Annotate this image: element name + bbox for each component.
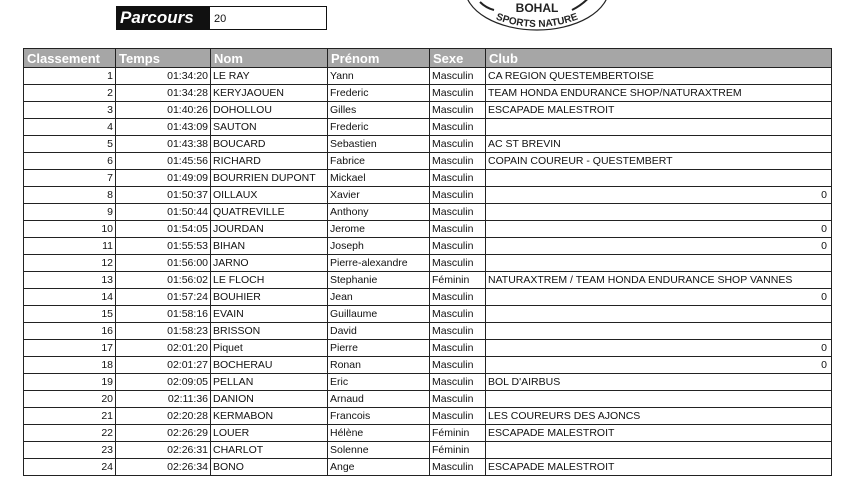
club-cell <box>486 306 832 323</box>
table-row[interactable] <box>24 119 832 136</box>
nom-cell: OILLAUX <box>211 187 328 204</box>
nom-cell: DOHOLLOU <box>211 102 328 119</box>
nom-cell: LE FLOCH <box>211 272 328 289</box>
club-cell: 0 <box>486 289 832 306</box>
table-row[interactable] <box>24 340 832 357</box>
prenom-cell: Gilles <box>328 102 430 119</box>
sexe-cell: Masculin <box>430 340 486 357</box>
time-cell: 01:57:24 <box>116 289 211 306</box>
sexe-cell: Masculin <box>430 221 486 238</box>
club-cell: CA REGION QUESTEMBERTOISE <box>486 68 832 85</box>
nom-cell: BOURRIEN DUPONT <box>211 170 328 187</box>
time-cell: 02:20:28 <box>116 408 211 425</box>
nom-cell: BRISSON <box>211 323 328 340</box>
club-cell: ESCAPADE MALESTROIT <box>486 459 832 476</box>
table-row[interactable] <box>24 357 832 374</box>
rank-cell: 17 <box>24 340 116 357</box>
club-cell <box>486 170 832 187</box>
prenom-cell: Yann <box>328 68 430 85</box>
sexe-cell: Féminin <box>430 272 486 289</box>
table-row[interactable] <box>24 102 832 119</box>
nom-cell: BIHAN <box>211 238 328 255</box>
club-cell <box>486 119 832 136</box>
table-row[interactable] <box>24 323 832 340</box>
rank-cell: 19 <box>24 374 116 391</box>
sexe-cell: Masculin <box>430 170 486 187</box>
table-row[interactable] <box>24 255 832 272</box>
header-classement[interactable]: Classement <box>24 49 116 68</box>
table-row[interactable] <box>24 289 832 306</box>
rank-cell: 9 <box>24 204 116 221</box>
sexe-cell: Masculin <box>430 323 486 340</box>
prenom-cell: Arnaud <box>328 391 430 408</box>
rank-cell: 10 <box>24 221 116 238</box>
sexe-cell: Masculin <box>430 68 486 85</box>
nom-cell: JOURDAN <box>211 221 328 238</box>
rank-cell: 4 <box>24 119 116 136</box>
prenom-cell: Xavier <box>328 187 430 204</box>
rank-cell: 11 <box>24 238 116 255</box>
nom-cell: LOUER <box>211 425 328 442</box>
sexe-cell: Masculin <box>430 408 486 425</box>
prenom-cell: Mickael <box>328 170 430 187</box>
club-cell: ESCAPADE MALESTROIT <box>486 425 832 442</box>
time-cell: 02:26:31 <box>116 442 211 459</box>
header-sexe[interactable]: Sexe <box>430 49 486 68</box>
header-club[interactable]: Club <box>486 49 832 68</box>
prenom-cell: Fabrice <box>328 153 430 170</box>
time-cell: 01:54:05 <box>116 221 211 238</box>
nom-cell: JARNO <box>211 255 328 272</box>
table-row[interactable] <box>24 391 832 408</box>
svg-text:SPORTS NATURE: SPORTS NATURE <box>494 11 580 31</box>
rank-cell: 15 <box>24 306 116 323</box>
sexe-cell: Masculin <box>430 85 486 102</box>
sexe-cell: Masculin <box>430 204 486 221</box>
prenom-cell: Joseph <box>328 238 430 255</box>
header-temps[interactable]: Temps <box>116 49 211 68</box>
sexe-cell: Masculin <box>430 187 486 204</box>
time-cell: 01:58:23 <box>116 323 211 340</box>
time-cell: 01:40:26 <box>116 102 211 119</box>
time-cell: 01:56:00 <box>116 255 211 272</box>
time-cell: 01:56:02 <box>116 272 211 289</box>
club-cell: 0 <box>486 187 832 204</box>
rank-cell: 21 <box>24 408 116 425</box>
nom-cell: KERYJAOUEN <box>211 85 328 102</box>
nom-cell: BOUCARD <box>211 136 328 153</box>
nom-cell: CHARLOT <box>211 442 328 459</box>
table-row[interactable] <box>24 408 832 425</box>
club-cell: NATURAXTREM / TEAM HONDA ENDURANCE SHOP VANNES <box>486 272 832 289</box>
prenom-cell: Frederic <box>328 85 430 102</box>
rank-cell: 7 <box>24 170 116 187</box>
prenom-cell: Solenne <box>328 442 430 459</box>
nom-cell: PELLAN <box>211 374 328 391</box>
prenom-cell: Jerome <box>328 221 430 238</box>
time-cell: 01:43:09 <box>116 119 211 136</box>
rank-cell: 8 <box>24 187 116 204</box>
sexe-cell: Masculin <box>430 306 486 323</box>
parcours-field <box>116 6 327 30</box>
rank-cell: 16 <box>24 323 116 340</box>
rank-cell: 14 <box>24 289 116 306</box>
club-cell: 0 <box>486 340 832 357</box>
club-cell: 0 <box>486 238 832 255</box>
table-row[interactable] <box>24 221 832 238</box>
time-cell: 01:50:44 <box>116 204 211 221</box>
rank-cell: 23 <box>24 442 116 459</box>
rank-cell: 20 <box>24 391 116 408</box>
header-prenom[interactable]: Prénom <box>328 49 430 68</box>
time-cell: 01:50:37 <box>116 187 211 204</box>
rank-cell: 5 <box>24 136 116 153</box>
rank-cell: 22 <box>24 425 116 442</box>
bohal-sports-nature-logo <box>462 0 612 32</box>
sexe-cell: Masculin <box>430 391 486 408</box>
prenom-cell: Jean <box>328 289 430 306</box>
sexe-cell: Masculin <box>430 136 486 153</box>
prenom-cell: Hélène <box>328 425 430 442</box>
time-cell: 01:49:09 <box>116 170 211 187</box>
prenom-cell: Stephanie <box>328 272 430 289</box>
results-table <box>23 48 832 476</box>
prenom-cell: David <box>328 323 430 340</box>
parcours-label: Parcours <box>116 6 210 30</box>
nom-cell: RICHARD <box>211 153 328 170</box>
sexe-cell: Masculin <box>430 459 486 476</box>
prenom-cell: Ange <box>328 459 430 476</box>
sexe-cell: Masculin <box>430 357 486 374</box>
svg-text:BOHAL: BOHAL <box>515 1 559 15</box>
sexe-cell: Féminin <box>430 442 486 459</box>
table-row[interactable] <box>24 306 832 323</box>
table-row[interactable] <box>24 272 832 289</box>
table-row[interactable] <box>24 374 832 391</box>
rank-cell: 1 <box>24 68 116 85</box>
time-cell: 02:01:27 <box>116 357 211 374</box>
club-cell <box>486 204 832 221</box>
table-row[interactable] <box>24 442 832 459</box>
club-cell <box>486 323 832 340</box>
prenom-cell: Ronan <box>328 357 430 374</box>
nom-cell: DANION <box>211 391 328 408</box>
time-cell: 01:45:56 <box>116 153 211 170</box>
time-cell: 01:43:38 <box>116 136 211 153</box>
table-row[interactable] <box>24 68 832 85</box>
nom-cell: BOCHERAU <box>211 357 328 374</box>
table-row[interactable] <box>24 187 832 204</box>
club-cell: AC ST BREVIN <box>486 136 832 153</box>
club-cell <box>486 391 832 408</box>
nom-cell: BONO <box>211 459 328 476</box>
club-cell <box>486 442 832 459</box>
parcours-value: 20 <box>210 6 327 30</box>
header-nom[interactable]: Nom <box>211 49 328 68</box>
club-cell: ESCAPADE MALESTROIT <box>486 102 832 119</box>
club-cell: 0 <box>486 221 832 238</box>
sexe-cell: Féminin <box>430 425 486 442</box>
table-row[interactable] <box>24 425 832 442</box>
table-row[interactable] <box>24 153 832 170</box>
time-cell: 01:34:28 <box>116 85 211 102</box>
nom-cell: LE RAY <box>211 68 328 85</box>
sexe-cell: Masculin <box>430 289 486 306</box>
nom-cell: SAUTON <box>211 119 328 136</box>
time-cell: 01:55:53 <box>116 238 211 255</box>
club-cell: LES COUREURS DES AJONCS <box>486 408 832 425</box>
rank-cell: 13 <box>24 272 116 289</box>
sexe-cell: Masculin <box>430 102 486 119</box>
prenom-cell: Guillaume <box>328 306 430 323</box>
prenom-cell: Frederic <box>328 119 430 136</box>
prenom-cell: Anthony <box>328 204 430 221</box>
nom-cell: EVAIN <box>211 306 328 323</box>
time-cell: 02:09:05 <box>116 374 211 391</box>
sexe-cell: Masculin <box>430 255 486 272</box>
club-cell: BOL D'AIRBUS <box>486 374 832 391</box>
club-cell: TEAM HONDA ENDURANCE SHOP/NATURAXTREM <box>486 85 832 102</box>
rank-cell: 12 <box>24 255 116 272</box>
nom-cell: Piquet <box>211 340 328 357</box>
table-row[interactable] <box>24 204 832 221</box>
nom-cell: QUATREVILLE <box>211 204 328 221</box>
prenom-cell: Francois <box>328 408 430 425</box>
rank-cell: 6 <box>24 153 116 170</box>
time-cell: 02:26:34 <box>116 459 211 476</box>
time-cell: 01:58:16 <box>116 306 211 323</box>
prenom-cell: Eric <box>328 374 430 391</box>
table-header-row <box>24 49 832 68</box>
club-cell <box>486 255 832 272</box>
nom-cell: KERMABON <box>211 408 328 425</box>
rank-cell: 18 <box>24 357 116 374</box>
rank-cell: 3 <box>24 102 116 119</box>
table-row[interactable] <box>24 238 832 255</box>
table-row[interactable] <box>24 85 832 102</box>
prenom-cell: Sebastien <box>328 136 430 153</box>
time-cell: 02:11:36 <box>116 391 211 408</box>
prenom-cell: Pierre <box>328 340 430 357</box>
sexe-cell: Masculin <box>430 119 486 136</box>
nom-cell: BOUHIER <box>211 289 328 306</box>
rank-cell: 2 <box>24 85 116 102</box>
time-cell: 02:26:29 <box>116 425 211 442</box>
club-cell: 0 <box>486 357 832 374</box>
table-row[interactable] <box>24 170 832 187</box>
sexe-cell: Masculin <box>430 374 486 391</box>
club-cell: COPAIN COUREUR - QUESTEMBERT <box>486 153 832 170</box>
table-row[interactable] <box>24 136 832 153</box>
time-cell: 01:34:20 <box>116 68 211 85</box>
prenom-cell: Pierre-alexandre <box>328 255 430 272</box>
sexe-cell: Masculin <box>430 238 486 255</box>
sexe-cell: Masculin <box>430 153 486 170</box>
time-cell: 02:01:20 <box>116 340 211 357</box>
table-row[interactable] <box>24 459 832 476</box>
rank-cell: 24 <box>24 459 116 476</box>
